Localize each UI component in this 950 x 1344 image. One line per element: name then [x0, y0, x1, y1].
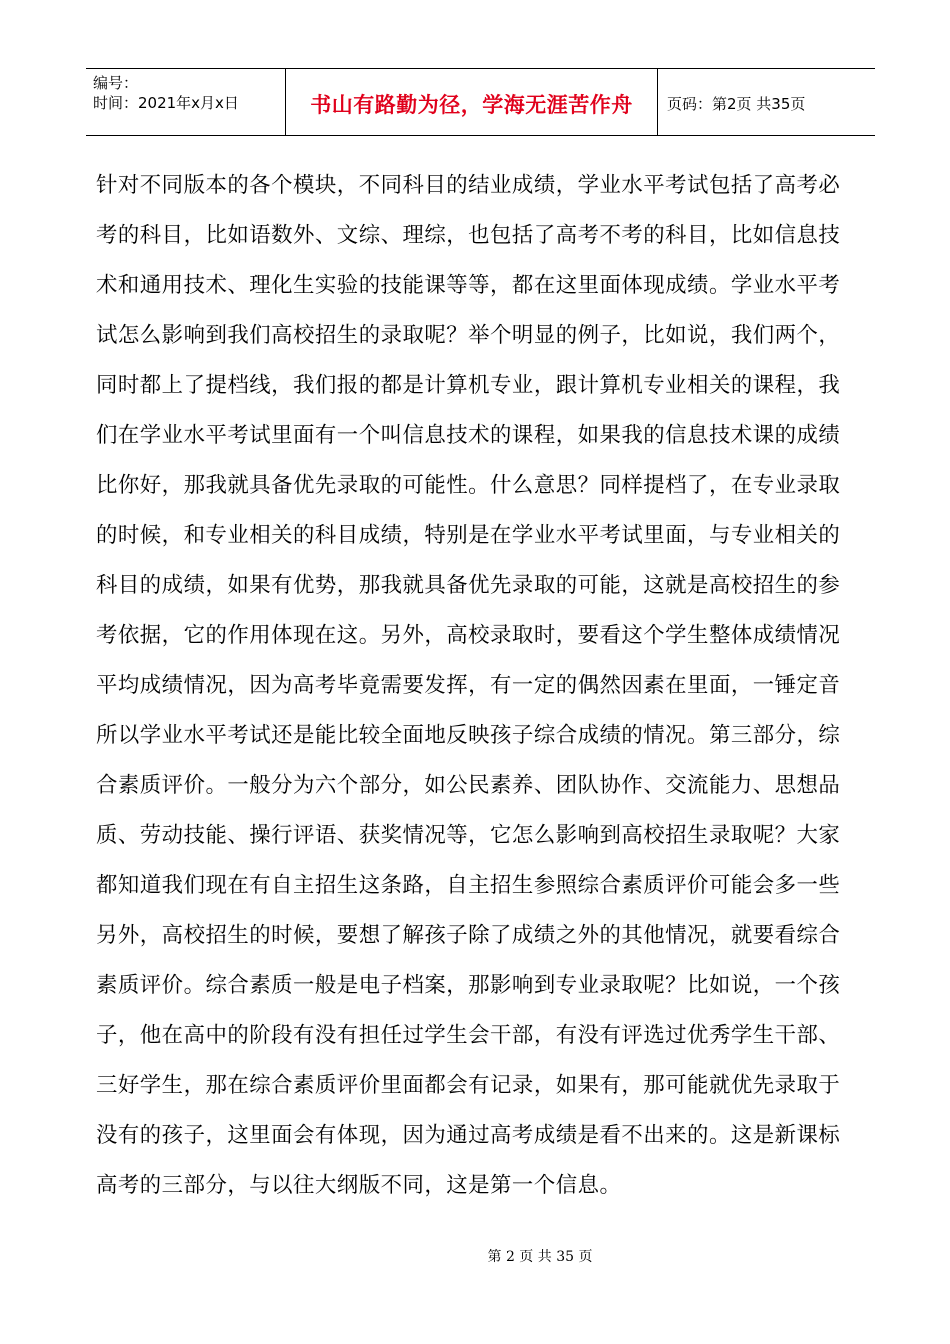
body-line: 们在学业水平考试里面有一个叫信息技术的课程，如果我的信息技术课的成绩: [96, 423, 841, 448]
body-line: 素质评价。综合素质一般是电子档案，那影响到专业录取呢？比如说，一个孩: [96, 973, 841, 998]
header-motto-cell: [286, 69, 658, 135]
body-line: 术和通用技术、理化生实验的技能课等等，都在这里面体现成绩。学业水平考: [96, 273, 841, 298]
body-paragraph: [96, 161, 868, 1211]
page-footer: [0, 1246, 950, 1266]
body-line: 考依据，它的作用体现在这。另外，高校录取时，要看这个学生整体成绩情况: [96, 623, 841, 648]
body-line: 质、劳动技能、操行评语、获奖情况等，它怎么影响到高校招生录取呢？大家: [96, 823, 841, 848]
header-page-info: 页码：第2页 共35页: [667, 94, 806, 113]
body-line: 高考的三部分，与以往大纲版不同，这是第一个信息。: [96, 1173, 622, 1198]
body-line: 三好学生，那在综合素质评价里面都会有记录，如果有，那可能就优先录取于: [96, 1073, 841, 1098]
body-line: 同时都上了提档线，我们报的都是计算机专业，跟计算机专业相关的课程，我: [96, 373, 841, 398]
document-number-label: 编号：: [93, 74, 139, 92]
body-line: 考的科目，比如语数外、文综、理综，也包括了高考不考的科目，比如信息技: [96, 223, 841, 248]
page-header: [86, 68, 875, 136]
body-line: 的时候，和专业相关的科目成绩，特别是在学业水平考试里面，与专业相关的: [96, 523, 841, 548]
body-line: 另外，高校招生的时候，要想了解孩子除了成绩之外的其他情况，就要看综合: [96, 923, 841, 948]
header-meta-cell: [86, 69, 286, 135]
document-time-label: 时间：2021年x月x日: [93, 94, 239, 112]
body-line: 都知道我们现在有自主招生这条路，自主招生参照综合素质评价可能会多一些: [96, 873, 841, 898]
header-page-cell: [658, 69, 875, 135]
body-line: 平均成绩情况，因为高考毕竟需要发挥，有一定的偶然因素在里面，一锤定音: [96, 673, 841, 698]
body-line: 试怎么影响到我们高校招生的录取呢？举个明显的例子，比如说，我们两个，: [96, 323, 841, 348]
body-line: 合素质评价。一般分为六个部分，如公民素养、团队协作、交流能力、思想品: [96, 773, 841, 798]
body-line: 比你好，那我就具备优先录取的可能性。什么意思？同样提档了，在专业录取: [96, 473, 841, 498]
footer-page-number: 第 2 页 共 35 页: [487, 1249, 593, 1265]
body-line: 没有的孩子，这里面会有体现，因为通过高考成绩是看不出来的。这是新课标: [96, 1123, 841, 1148]
body-line: 子，他在高中的阶段有没有担任过学生会干部，有没有评选过优秀学生干部、: [96, 1023, 841, 1048]
body-line: 所以学业水平考试还是能比较全面地反映孩子综合成绩的情况。第三部分，综: [96, 723, 841, 748]
header-motto: 书山有路勤为径，学海无涯苦作舟: [310, 93, 633, 117]
body-line: 针对不同版本的各个模块，不同科目的结业成绩，学业水平考试包括了高考必: [96, 173, 841, 198]
body-line: 科目的成绩，如果有优势，那我就具备优先录取的可能，这就是高校招生的参: [96, 573, 841, 598]
